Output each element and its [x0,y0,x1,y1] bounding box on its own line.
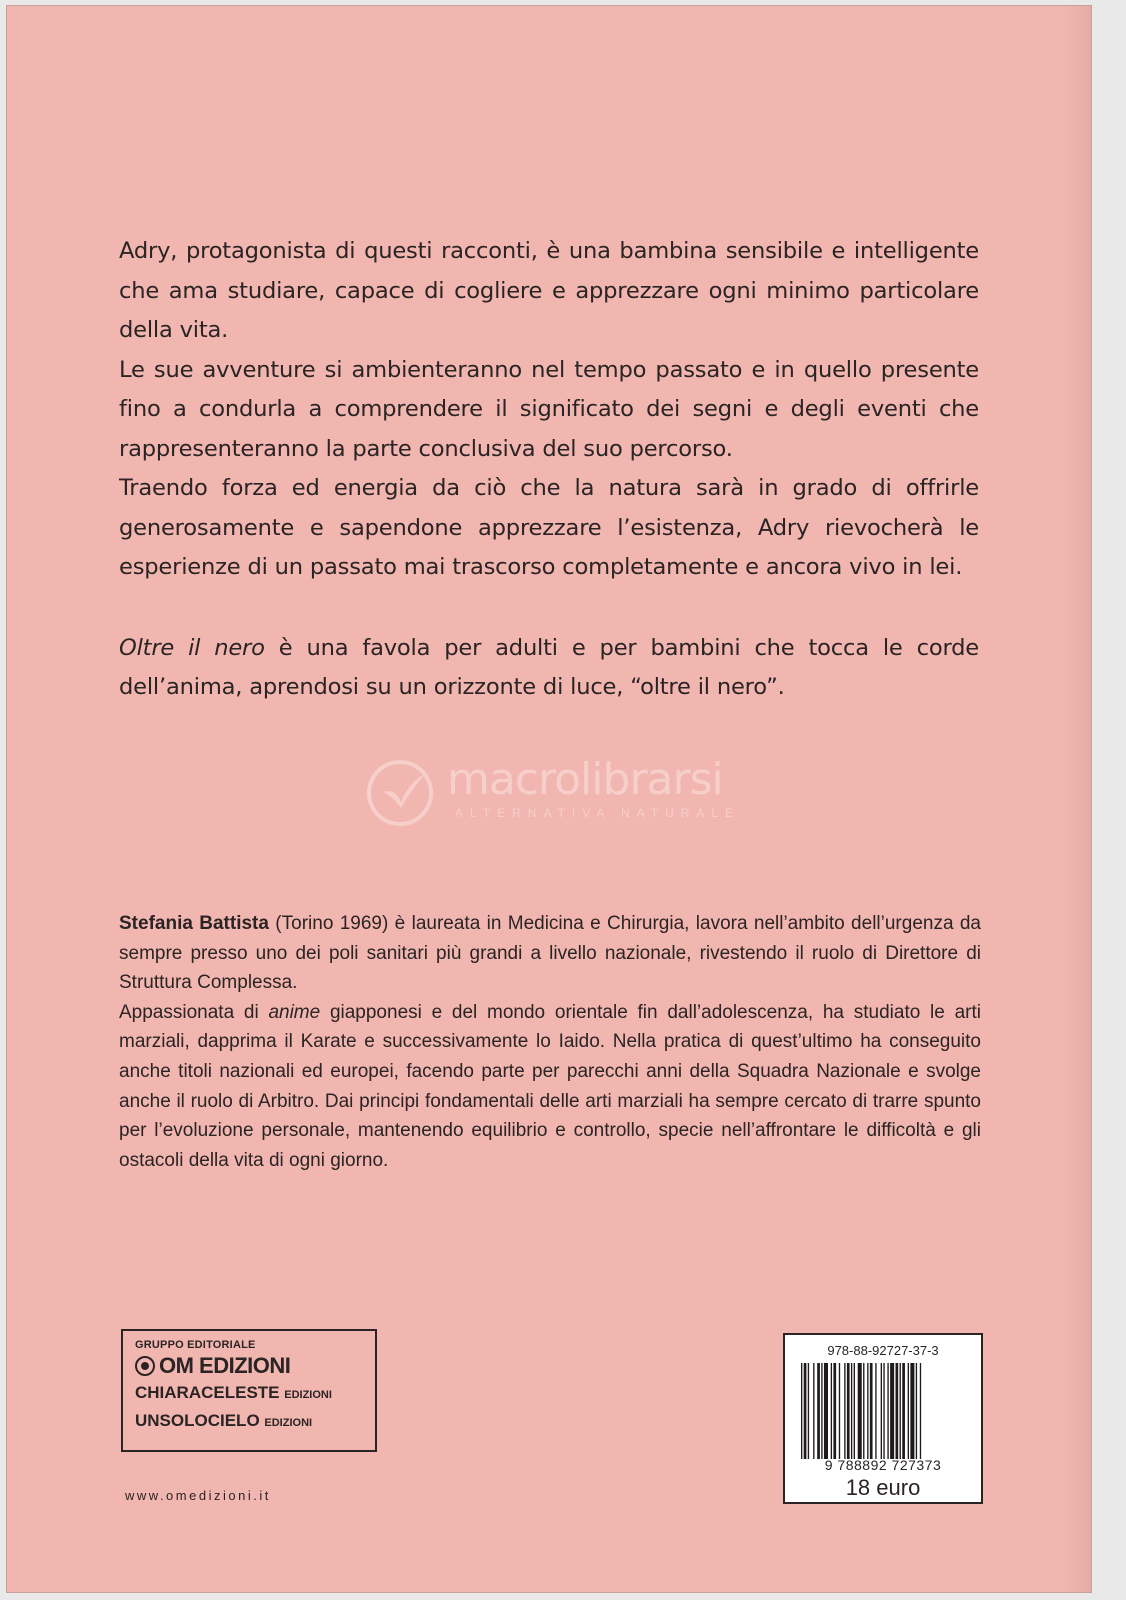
blurb-paragraph-4-text: è una favola per adulti e per bambini che tocca le corde dell’anima, aprendosi su un orizzonte di luce, “oltre il nero”. [119,634,979,700]
barcode-bar [817,1363,820,1459]
bio-paragraph-1 [119,909,981,998]
barcode-bar [887,1363,888,1459]
barcode-bar [813,1363,814,1459]
barcode-bar [902,1363,905,1459]
barcode-bar [881,1363,882,1459]
barcode-bar [910,1363,914,1459]
barcode-bar [870,1363,873,1459]
watermark-name: macrolibrarsi [447,754,723,805]
barcode-box [783,1333,983,1504]
bio-paragraph-2 [119,998,981,1176]
spine-shadow [1063,6,1091,1592]
barcode-graphic [799,1363,969,1459]
publisher-url: www.omedizioni.it [125,1488,271,1503]
barcode-bar [851,1363,852,1459]
barcode-bar [847,1363,850,1459]
macrolibrarsi-watermark [367,754,767,834]
back-cover [6,5,1092,1593]
bio-paragraph-2-text-b: giapponesi e del mondo orientale fin dall’adolescenza, ha studiato le arti marziali, dapprima il Karate e successivamente lo Iaido. Nella pratica di quest’ultimo ha conseguito anche titoli nazionali ed europei, facendo parte per parecchi anni della Squadra Nazionale e svolge anche il ruolo di Arbitro. Dai principi fondamentali delle arti marziali ha sempre cercato di trarre spunto per l’evoluzione personale, mantenendo equilibrio e controllo, specie nell’affrontare le difficoltà e gli ostacoli della vita di ogni giorno. [119,1001,981,1171]
edizioni-label: EDIZIONI [284,1389,332,1401]
barcode-bar [908,1363,909,1459]
barcode-bar [833,1363,836,1459]
blurb-paragraph-4 [119,629,979,708]
om-edizioni-row [135,1353,363,1379]
barcode-digits: 9 788892 727373 [824,1457,942,1473]
barcode-bar [883,1363,884,1459]
price-label: 18 euro [845,1475,921,1500]
barcode-bar [824,1363,828,1459]
barcode-bar [801,1363,802,1459]
barcode-bar [896,1363,899,1459]
unsolocielo-name: UNSOLOCIELO [135,1411,260,1430]
om-logo-icon [135,1356,155,1376]
bio-paragraph-2-text-a: Appassionata di [119,1001,269,1023]
chiaraceleste-name: CHIARACELESTE [135,1383,280,1402]
barcode-bar [863,1363,864,1459]
barcode-bar [920,1363,921,1459]
watermark-tagline: ALTERNATIVA NATURALE [455,806,741,820]
barcode-bar [854,1363,855,1459]
book-title: Oltre il nero [119,634,265,661]
barcode-bar [839,1363,840,1459]
barcode-bar [804,1363,807,1459]
isbn-number: 978-88-92727-37-3 [827,1343,939,1358]
bio-paragraph-1-text: (Torino 1969) è laureata in Medicina e Chirurgia, lavora nell’ambito dell’urgenza da sempre presso uno dei poli sanitari più grandi a livello nazionale, rivestendo il ruolo di Direttore di Struttura Complessa. [119,913,982,994]
om-edizioni-name: OM EDIZIONI [159,1353,291,1378]
check-icon [381,770,427,810]
barcode-bar [821,1363,822,1459]
barcode-bar [831,1363,832,1459]
barcode-bar [808,1363,809,1459]
unsolocielo-line [135,1409,363,1435]
book-blurb [119,232,979,708]
barcode-bar [867,1363,868,1459]
chiaraceleste-line [135,1381,363,1407]
publisher-logo-box [121,1329,377,1452]
author-name: Stefania Battista [119,913,269,934]
barcode-bar [858,1363,862,1459]
blurb-paragraph-3: Traendo forza ed energia da ciò che la natura sarà in grado di offrirle generosamente e sapendone apprezzare l’esistenza, Adry rievocherà le esperienze di un passato mai trascorso completamente e ancora vivo in lei. [119,475,979,580]
publisher-group-label: GRUPPO EDITORIALE [135,1339,256,1351]
barcode-bar [844,1363,845,1459]
edizioni-label: EDIZIONI [264,1417,313,1429]
barcode-bar [890,1363,894,1459]
author-bio [119,909,981,1175]
barcode-bar [916,1363,917,1459]
barcode-bar [875,1363,876,1459]
anime-emphasis: anime [268,1001,321,1023]
barcode-bar [900,1363,901,1459]
blurb-paragraph-2: Le sue avventure si ambienteranno nel tempo passato e in quello presente fino a condurla a comprendere il significato dei segni e degli eventi che rappresenteranno la parte conclusiva del suo percorso. [119,356,979,462]
blurb-paragraph-1: Adry, protagonista di questi racconti, è una bambina sensibile e intelligente che ama studiare, capace di cogliere e apprezzare ogni minimo particolare della vita. [119,238,979,343]
